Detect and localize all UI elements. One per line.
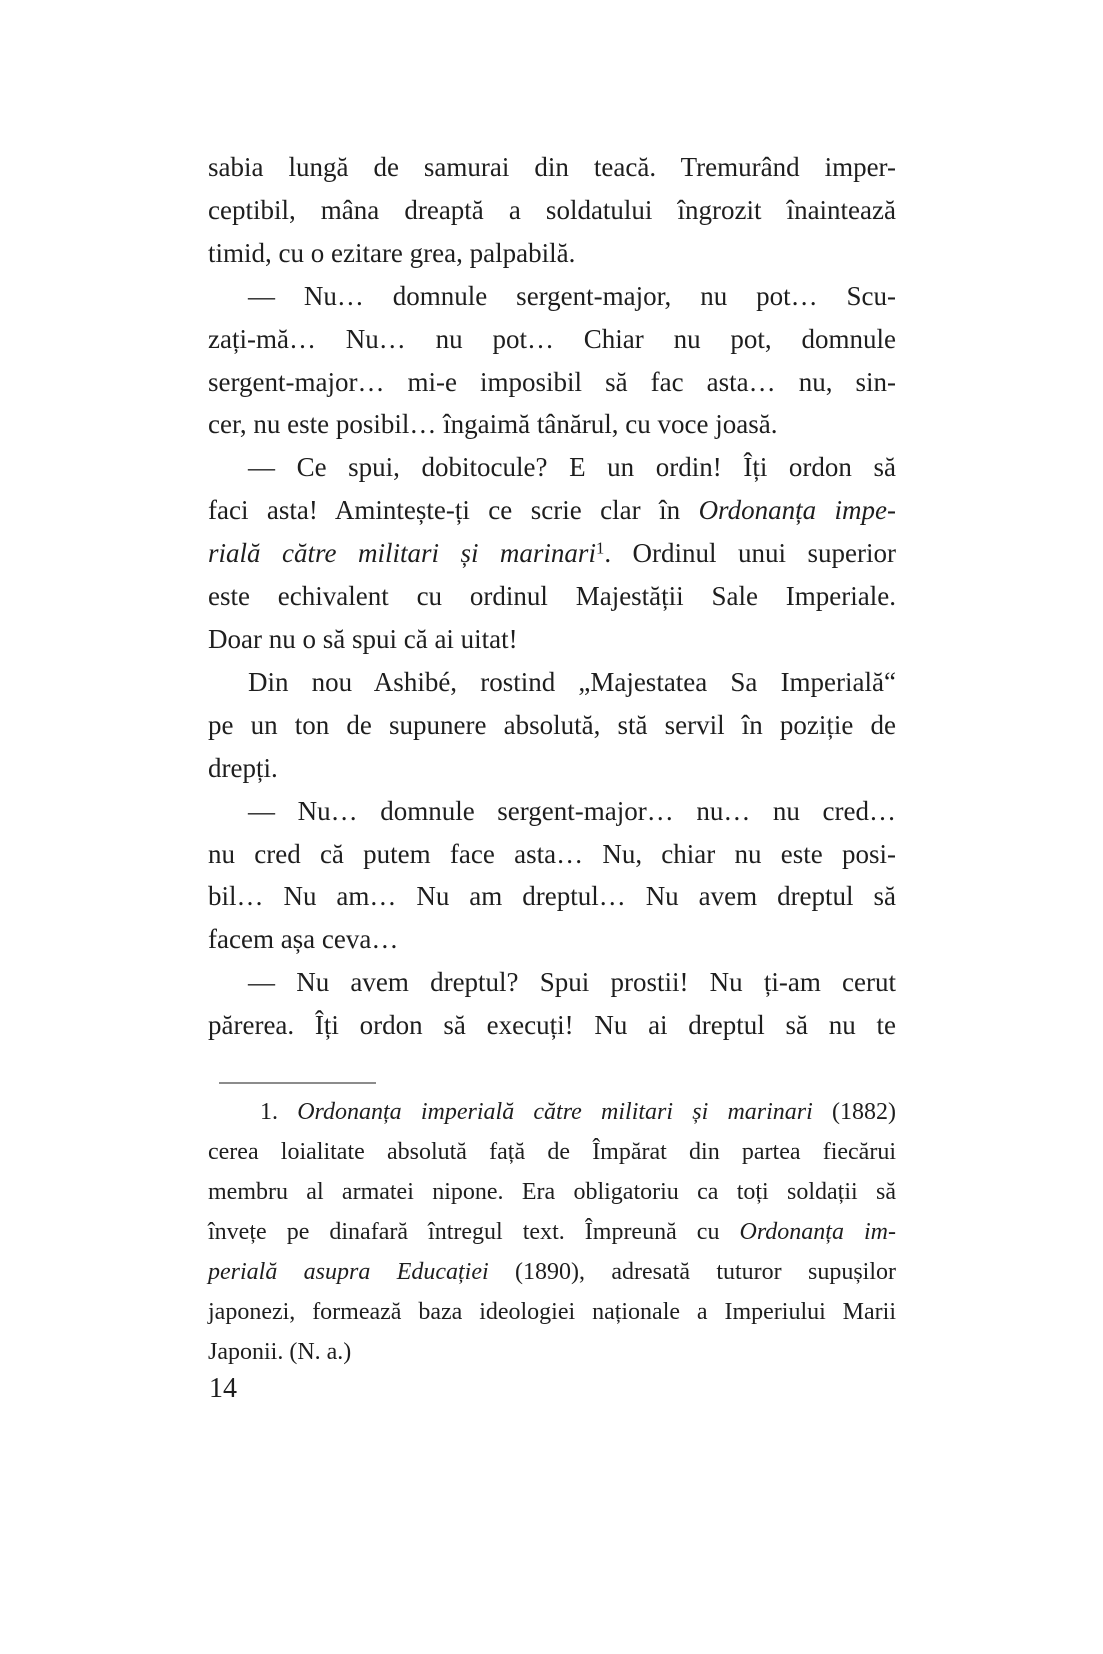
text-line (208, 532, 896, 575)
footnote (208, 1092, 896, 1372)
text-line (208, 318, 896, 361)
text-line (208, 918, 896, 961)
text-line (208, 961, 896, 1004)
text-segment: este echivalent cu ordinul Majestății Sale Imperiale. (208, 581, 896, 612)
text-segment: timid, cu o ezitare grea, palpabilă. (208, 237, 576, 268)
text-segment: — Nu avem dreptul? Spui prostii! Nu ți-am cerut (248, 967, 896, 998)
footnote-reference: 1 (595, 538, 605, 558)
text-segment: Ordonanța im- (739, 1219, 896, 1245)
text-line (208, 189, 896, 232)
text-line (208, 618, 896, 661)
text-line (208, 146, 896, 189)
text-segment: 1. (260, 1099, 298, 1125)
text-segment: sergent-major… mi-e imposibil să fac asta… nu, sin- (208, 366, 896, 397)
text-segment: faci asta! Amintește-ți ce scrie clar în (208, 495, 699, 526)
text-line (208, 833, 896, 876)
text-segment: pe un ton de supunere absolută, stă servil în poziție de (208, 709, 896, 740)
text-line (208, 1004, 896, 1047)
text-line (208, 1132, 896, 1172)
text-segment: cer, nu este posibil… îngaimă tânărul, cu voce joasă. (208, 409, 778, 440)
text-segment: zați-mă… Nu… nu pot… Chiar nu pot, domnule (208, 323, 896, 354)
text-line (208, 232, 896, 275)
text-line (208, 489, 896, 532)
text-segment: (1890), adresată tuturor supușilor (488, 1259, 897, 1285)
text-segment: perială asupra Educației (208, 1259, 489, 1285)
text-line (208, 403, 896, 446)
text-segment: membru al armatei nipone. Era obligatoriu ca toți soldații să (208, 1179, 896, 1205)
text-line (208, 875, 896, 918)
text-segment: părerea. Îți ordon să execuți! Nu ai dreptul să nu te (208, 1010, 896, 1041)
text-line (208, 446, 896, 489)
text-line (208, 1092, 896, 1132)
body-text (208, 146, 896, 1047)
text-line (208, 1172, 896, 1212)
text-segment: — Nu… domnule sergent-major… nu… nu cred… (248, 795, 896, 826)
text-line (208, 275, 896, 318)
text-segment: sabia lungă de samurai din teacă. Tremurând imper- (208, 152, 896, 182)
text-segment: învețe pe dinafară întregul text. Împreună cu (208, 1219, 740, 1245)
text-segment: — Ce spui, dobitocule? E un ordin! Îți ordon să (248, 452, 896, 483)
text-line (208, 661, 896, 704)
text-segment: Din nou Ashibé, rostind „Majestatea Sa Imperială“ (248, 666, 896, 697)
text-line (208, 747, 896, 790)
text-segment: ceptibil, mâna dreaptă a soldatului îngrozit înaintează (208, 194, 896, 225)
text-segment: Japonii. (N. a.) (208, 1339, 352, 1365)
text-segment: (1882) (812, 1099, 897, 1125)
text-line (208, 704, 896, 747)
text-segment: Ordonanța imperială către militari și marinari (297, 1099, 813, 1125)
text-line (208, 1252, 896, 1292)
footnote-divider (219, 1082, 376, 1084)
text-segment: Doar nu o să spui că ai uitat! (208, 623, 518, 654)
text-segment: Ordonanța impe- (698, 495, 897, 526)
text-segment: drepți. (208, 752, 278, 783)
text-segment: nu cred că putem face asta… Nu, chiar nu este posi- (208, 838, 896, 869)
text-segment: cerea loialitate absolută față de Împărat din partea fiecărui (208, 1139, 896, 1165)
text-segment: japonezi, formează baza ideologiei naționale a Imperiului Marii (208, 1299, 896, 1325)
text-line (208, 1212, 896, 1252)
text-line (208, 1292, 896, 1332)
page-number: 14 (209, 1373, 237, 1404)
text-segment: — Nu… domnule sergent-major, nu pot… Scu- (248, 280, 896, 311)
text-segment: rială către militari și marinari (208, 538, 596, 569)
text-line (208, 1332, 896, 1372)
text-line (208, 575, 896, 618)
text-line (208, 790, 896, 833)
text-segment: bil… Nu am… Nu am dreptul… Nu avem dreptul să (208, 881, 896, 912)
text-segment: facem așa ceva… (208, 924, 399, 955)
text-segment: . Ordinul unui superior (604, 538, 896, 569)
text-line (208, 361, 896, 404)
